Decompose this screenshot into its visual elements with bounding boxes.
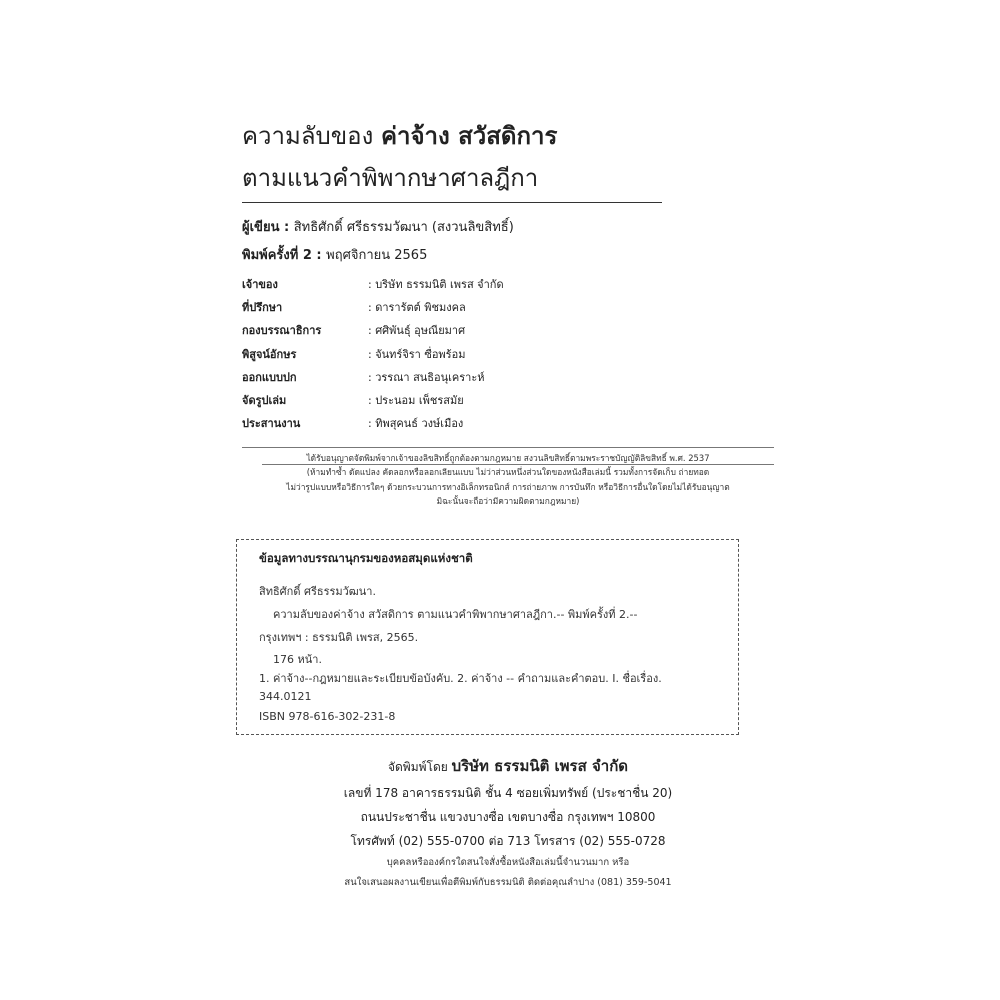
copyright-divider-top	[242, 447, 774, 448]
credit-row	[242, 365, 662, 388]
catalog-subjects: 1. ค่าจ้าง--กฎหมายและระเบียบข้อบังคับ. 2. ค่าจ้าง -- คำถามและคำตอบ. I. ชื่อเรื่อง.	[259, 672, 662, 685]
credit-role: กองบรรณาธิการ	[242, 324, 322, 338]
credit-role: พิสูจน์อักษร	[242, 347, 297, 361]
title-divider	[242, 202, 662, 203]
catalog-isbn: ISBN 978-616-302-231-8	[259, 710, 396, 723]
credit-name: : วรรณา สนธิอนุเคราะห์	[368, 370, 485, 384]
catalog-author: สิทธิศักดิ์ ศรีธรรมวัฒนา.	[259, 585, 376, 598]
credit-name: : จันทร์จิรา ซื่อพร้อม	[368, 347, 466, 361]
edition-value: พฤศจิกายน 2565	[326, 248, 428, 263]
credit-role: ที่ปรึกษา	[242, 300, 283, 314]
credit-role: ออกแบบปก	[242, 370, 297, 384]
copyright-line: ได้รับอนุญาตจัดพิมพ์จากเจ้าของลิขสิทธิ์ถูกต้องตามกฎหมาย สงวนลิขสิทธิ์ตามพระราชบัญญัติลิขสิทธิ์ พ.ศ. 2537	[306, 453, 710, 463]
credit-name: : บริษัท ธรรมนิติ เพรส จำกัด	[368, 277, 504, 291]
publisher-address2: ถนนประชาชื่น แขวงบางซื่อ เขตบางซื่อ กรุงเทพฯ 10800	[360, 810, 656, 824]
publisher-block	[242, 752, 774, 893]
book-title-line2: ตามแนวคำพิพากษาศาลฎีกา	[242, 164, 539, 192]
publisher-note2: สนใจเสนอผลงานเขียนเพื่อตีพิมพ์กับธรรมนิติ ติดต่อคุณลำปาง (081) 359-5041	[344, 877, 672, 888]
credit-name: : ศศิพันธุ์ อุษณียมาศ	[368, 324, 466, 338]
credit-row	[242, 295, 662, 318]
credit-row	[242, 342, 662, 365]
cataloging-heading: ข้อมูลทางบรรณานุกรมของหอสมุดแห่งชาติ	[259, 551, 473, 565]
credit-row	[242, 272, 662, 295]
catalog-classification: 344.0121	[259, 690, 312, 703]
publisher-by-line	[242, 752, 774, 781]
credit-role: ประสานงาน	[242, 417, 301, 431]
catalog-pages: 176 หน้า.	[273, 653, 322, 666]
copyright-line: มิฉะนั้นจะถือว่ามีความผิดตามกฎหมาย)	[436, 496, 580, 507]
catalog-title: ความลับของค่าจ้าง สวัสดิการ ตามแนวคำพิพากษาศาลฎีกา.-- พิมพ์ครั้งที่ 2.--	[273, 608, 638, 621]
credit-row	[242, 388, 662, 411]
credit-row	[242, 412, 662, 435]
publisher-prefix: จัดพิมพ์โดย	[387, 760, 452, 774]
copyright-line: ไม่ว่ารูปแบบหรือวิธีการใดๆ ด้วยกระบวนการทางอิเล็กทรอนิกส์ การถ่ายภาพ การบันทึก หรือวิธีการอื่นใดโดยไม่ได้รับอนุญาต	[286, 481, 730, 492]
credit-name: : ประนอม เพ็ชรสมัย	[368, 394, 464, 408]
cataloging-box	[236, 539, 739, 735]
credit-row	[242, 319, 662, 342]
publisher-address1: เลขที่ 178 อาคารธรรมนิติ ชั้น 4 ซอยเพิ่มทรัพย์ (ประชาชื่น 20)	[343, 786, 673, 800]
copyright-line: (ห้ามทำซ้ำ ดัดแปลง คัดลอกหรือลอกเลียนแบบ ไม่ว่าส่วนหนึ่งส่วนใดของหนังสือเล่มนี้ รวมทั้งการจัดเก็บ ถ่ายทอด	[306, 467, 710, 478]
credit-name: : ดารารัตต์ พิชมงคล	[368, 300, 466, 314]
book-title-bold: ค่าจ้าง สวัสดิการ	[380, 122, 558, 150]
credits-list	[242, 272, 662, 435]
publisher-note1: บุคคลหรือองค์กรใดสนใจสั่งซื้อหนังสือเล่มนี้จำนวนมาก หรือ	[386, 857, 630, 868]
author-value: สิทธิศักดิ์ ศรีธรรมวัฒนา (สงวนลิขสิทธิ์)	[293, 220, 514, 235]
book-title-prefix: ความลับของ	[242, 122, 381, 150]
credit-name: : ทิพสุคนธ์ วงษ์เมือง	[368, 417, 464, 431]
credit-role: จัดรูปเล่ม	[242, 394, 287, 408]
credit-role: เจ้าของ	[242, 277, 278, 291]
publisher-phone: โทรศัพท์ (02) 555-0700 ต่อ 713 โทรสาร (02) 555-0728	[350, 834, 666, 848]
author-line	[242, 218, 514, 238]
catalog-imprint: กรุงเทพฯ : ธรรมนิติ เพรส, 2565.	[259, 631, 419, 644]
edition-label: พิมพ์ครั้งที่ 2 :	[242, 248, 327, 263]
copyright-notice	[248, 451, 768, 509]
edition-line	[242, 246, 427, 266]
author-label: ผู้เขียน :	[242, 220, 294, 235]
publisher-name: บริษัท ธรรมนิติ เพรส จำกัด	[451, 757, 629, 775]
book-title-line1	[242, 120, 557, 152]
